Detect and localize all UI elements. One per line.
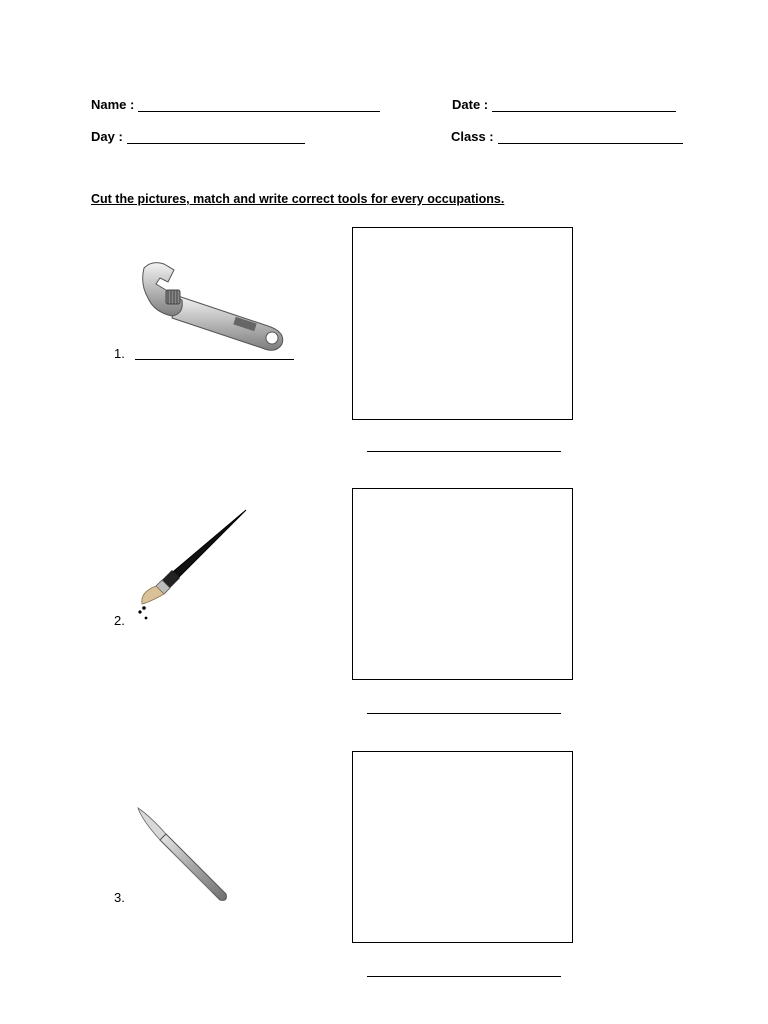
occupation-box-1[interactable] [352, 227, 573, 420]
date-write-line[interactable] [492, 97, 676, 112]
name-label: Name : [91, 97, 135, 112]
occupation-name-line-2[interactable] [367, 713, 561, 714]
date-label: Date : [452, 97, 489, 112]
item-number-2: 2. [114, 613, 125, 628]
class-label: Class : [451, 129, 494, 144]
date-field[interactable] [452, 94, 676, 112]
day-write-line[interactable] [127, 129, 305, 144]
item-number-3: 3. [114, 890, 125, 905]
scalpel-icon [136, 806, 232, 906]
item-number-1: 1. [114, 346, 125, 361]
occupation-name-line-1[interactable] [367, 451, 561, 452]
name-field[interactable] [91, 94, 380, 112]
occupation-name-line-3[interactable] [367, 976, 561, 977]
paintbrush-icon [132, 508, 250, 626]
wrench-icon [138, 260, 290, 352]
instruction-text: Cut the pictures, match and write correct tools for every occupations. [91, 192, 505, 206]
class-write-line[interactable] [498, 129, 683, 144]
day-field[interactable] [91, 126, 305, 144]
name-write-line[interactable] [138, 97, 380, 112]
occupation-box-3[interactable] [352, 751, 573, 943]
occupation-box-2[interactable] [352, 488, 573, 680]
tool-name-line-1[interactable] [135, 359, 294, 360]
day-label: Day : [91, 129, 123, 144]
class-field[interactable] [451, 126, 683, 144]
